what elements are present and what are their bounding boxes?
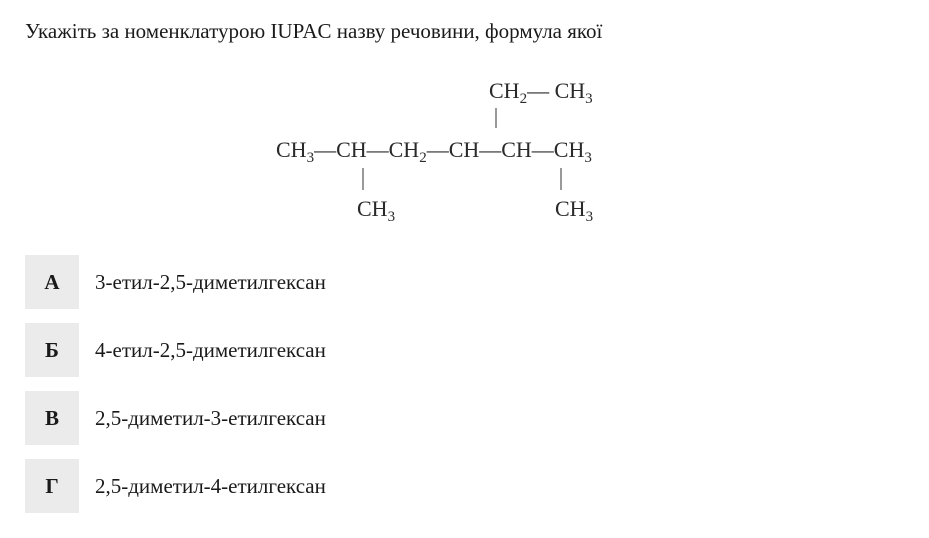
option-letter: Г (25, 459, 79, 513)
structural-formula (0, 0, 929, 240)
formula-branch-left: $CH_3$ (357, 196, 396, 225)
option-text: 4-етил-2,5-диметилгексан (95, 337, 326, 362)
formula-main-chain: $CH_3—CH—CH_2—CH—CH—CH_3$ (276, 137, 592, 166)
answer-option-h[interactable] (25, 459, 326, 513)
formula-branch-right: $CH_3$ (555, 196, 594, 225)
option-letter: А (25, 255, 79, 309)
answer-option-v[interactable] (25, 391, 326, 445)
option-text: 2,5-диметил-3-етилгексан (95, 405, 326, 430)
option-letter: Б (25, 323, 79, 377)
option-text: 3-етил-2,5-диметилгексан (95, 269, 326, 294)
answer-option-b[interactable] (25, 323, 326, 377)
question-text: Укажіть за номенклатурою IUPAC назву речовини, формула якої (25, 19, 603, 43)
option-letter: В (25, 391, 79, 445)
answer-option-a[interactable] (25, 255, 326, 309)
answer-options (25, 255, 326, 527)
option-text: 2,5-диметил-4-етилгексан (95, 473, 326, 498)
formula-branch-top: $CH_2—$ $CH_3$ (489, 78, 593, 107)
